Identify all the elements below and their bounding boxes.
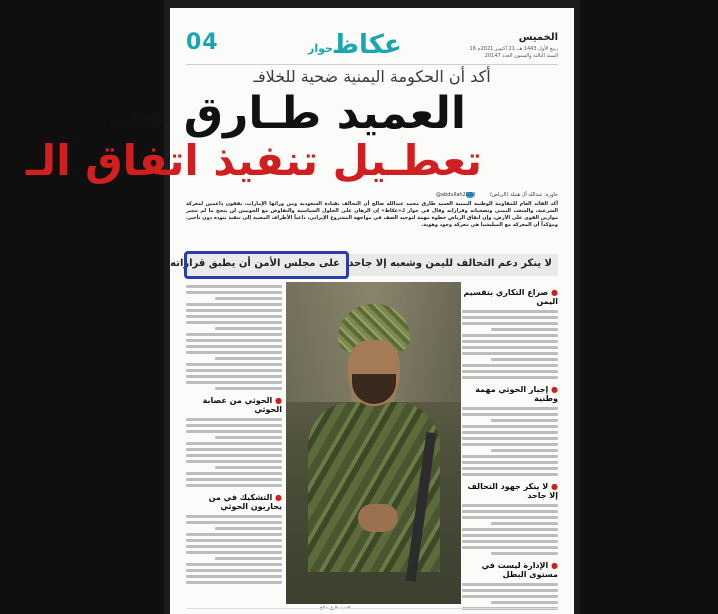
right-subhead-1: ● صراع التكاري بتقسيم اليمن bbox=[463, 288, 558, 306]
newspaper-page bbox=[25, 8, 574, 614]
byline: حاوره: عبدالله آل هتيلة (الرياض) bbox=[489, 192, 558, 198]
right-subhead-4: ● الإدارة ليست في مستوى البطل bbox=[481, 561, 558, 579]
issue-day: الخميس bbox=[518, 32, 558, 43]
masthead-rule bbox=[186, 64, 558, 65]
masthead bbox=[170, 28, 574, 64]
okaz-logo: عكاظ bbox=[332, 30, 402, 60]
right-subhead-2: ● إجبار الحوثي مهمة وطنية bbox=[475, 385, 558, 403]
issue-dateline: 16 ربيع الأول 1443 هـ، 21 أكتوبر 2021م السنة الثالثة والستون العدد 20147 bbox=[469, 46, 558, 59]
intro-paragraph bbox=[186, 201, 558, 245]
left-subhead-1: ● الحوثي من عصابة الحوثي bbox=[202, 396, 282, 414]
pull-quote-left: على مجلس الأمن أن يطبق قراراته bbox=[186, 254, 346, 276]
headline-main: العميد طـارق صـ bbox=[110, 88, 466, 139]
page-number: 04 bbox=[186, 30, 219, 55]
right-subhead-3: ● لا ينكر جهود التحالف إلا جاحد bbox=[467, 482, 558, 500]
footer-rule bbox=[186, 608, 558, 609]
portrait-photo bbox=[286, 282, 461, 604]
section-label: حوار bbox=[308, 42, 333, 55]
right-column bbox=[462, 282, 558, 612]
pull-quote-right: لا ينكر دعم التحالف لليمن وشعبه إلا جاحد bbox=[342, 254, 558, 276]
twitter-handle: @abdullah2020 bbox=[436, 192, 476, 198]
left-column bbox=[186, 282, 282, 612]
headline-kicker: أكد أن الحكومة اليمنية ضحية للخلافـ bbox=[253, 67, 491, 86]
left-subhead-2: ● التشكيك في من يحاربون الحوثي bbox=[208, 493, 282, 511]
intro-text: أكد القائد العام للمقاومة الوطنية اليمنية العميد طارق محمد عبدالله صالح أن التحالف بقيادة السعودية ومن ورائها الإمارات، يقفون داعمين لمعركة الشرعية، والشعب اليمني وتضحياته وقراراته وقال في حوار لـ«عكاظ» إن الرهان على الحلول السياسية والتفاوض مع الحوثيين لن ينجح ما لم تتغير موازين القوى على الأرض، وإن اتفاق الرياض خطوة مهمة لتوحيد الصف في مواجهة المشروع الإيراني، داعياً الأطراف المعنية إلى تنفيذ بنوده دون تأخير، ومؤكداً أن المعركة مع الميليشيا هي معركة وجود وهوية. bbox=[186, 201, 558, 228]
headline-secondary: تعطـيل تنفيذ اتفاق الـ bbox=[25, 136, 482, 185]
